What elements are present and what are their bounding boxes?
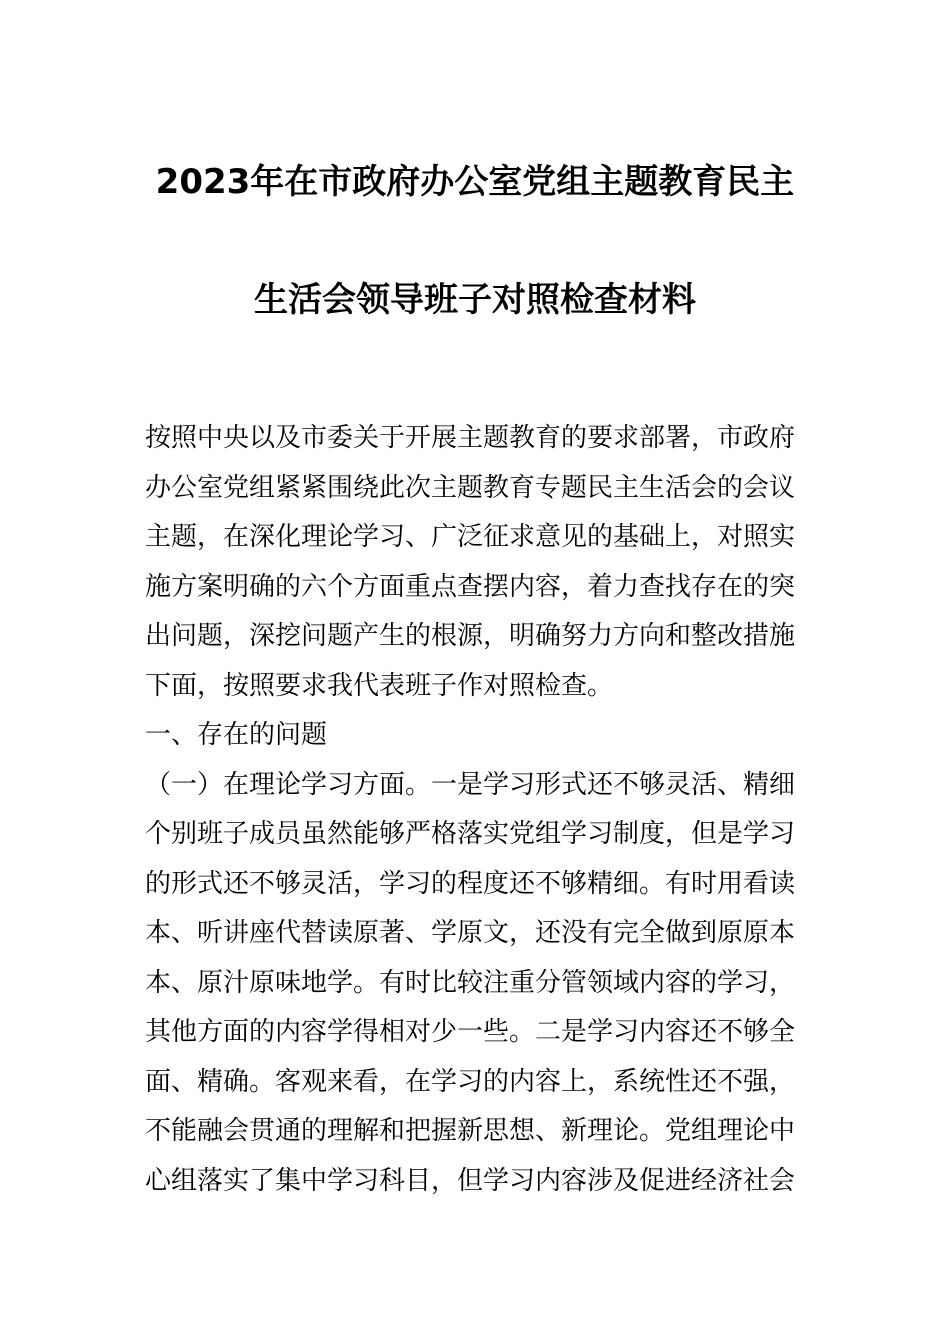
- body-line: 面、精确。客观来看，在学习的内容上，系统性还不强，: [145, 1066, 796, 1097]
- body-line: 不能融会贯通的理解和把握新思想、新理论。党组理论中: [145, 1116, 796, 1146]
- body-line: 出问题，深挖问题产生的根源，明确努力方向和整改措施: [145, 621, 796, 651]
- body-line: 个别班子成员虽然能够严格落实党组学习制度，但是学习: [145, 819, 796, 849]
- body-line: 按照中央以及市委关于开展主题教育的要求部署，市政府: [145, 423, 796, 453]
- body-line: 其他方面的内容学得相对少一些。二是学习内容还不够全: [145, 1017, 796, 1047]
- document-title-line-1: 2023年在市政府办公室党组主题教育民主: [155, 162, 795, 202]
- body-line: 本、原汁原味地学。有时比较注重分管领域内容的学习，: [145, 967, 796, 998]
- body-line: （一）在理论学习方面。一是学习形式还不够灵活、精细: [145, 769, 796, 800]
- body-line: 主题，在深化理论学习、广泛征求意见的基础上，对照实: [145, 522, 796, 552]
- body-line: 办公室党组紧紧围绕此次主题教育专题民主生活会的会议: [145, 472, 796, 503]
- document-title-line-2: 生活会领导班子对照检查材料: [254, 280, 696, 320]
- body-line: 的形式还不够灵活，学习的程度还不够精细。有时用看读: [145, 868, 796, 899]
- document-body: [145, 414, 825, 1206]
- body-line: 下面，按照要求我代表班子作对照检查。: [145, 670, 614, 701]
- body-line: 本、听讲座代替读原著、学原文，还没有完全做到原原本: [145, 918, 796, 948]
- body-line: 施方案明确的六个方面重点查摆内容，着力查找存在的突: [145, 571, 796, 602]
- body-line: 心组落实了集中学习科目，但学习内容涉及促进经济社会: [145, 1165, 796, 1196]
- section-heading: 一、存在的问题: [145, 720, 328, 750]
